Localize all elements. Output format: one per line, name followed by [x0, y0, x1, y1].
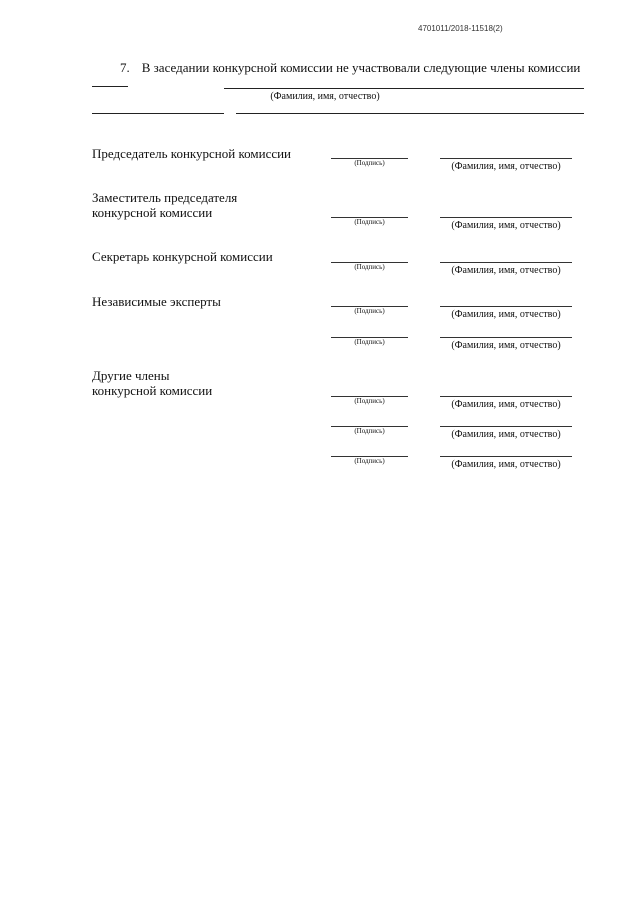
signature-field-other-2: (Подпись)	[331, 426, 408, 435]
item-7-number: 7.	[120, 60, 130, 75]
signature-field-chairman: (Подпись)	[331, 158, 408, 167]
role-chairman: Председатель конкурсной комиссии	[92, 146, 292, 161]
name-field-expert-2: (Фамилия, имя, отчество)	[440, 337, 572, 351]
signature-field-other-1: (Подпись)	[331, 396, 408, 405]
absent-caption: (Фамилия, имя, отчество)	[270, 91, 380, 102]
absent-line-2-right	[236, 113, 584, 114]
name-field-chairman: (Фамилия, имя, отчество)	[440, 158, 572, 172]
item-7-text: В заседании конкурсной комиссии не участвовали следующие члены комиссии	[141, 60, 581, 75]
role-independent-experts: Независимые эксперты	[92, 294, 221, 309]
signature-field-expert-2: (Подпись)	[331, 337, 408, 346]
role-secretary: Секретарь конкурсной комиссии	[92, 249, 273, 264]
item-7	[120, 60, 580, 76]
name-field-deputy: (Фамилия, имя, отчество)	[440, 217, 572, 231]
absent-short-line-left	[92, 86, 128, 87]
role-deputy-chairman: Заместитель председателя конкурсной комиссии	[92, 190, 238, 220]
signature-field-other-3: (Подпись)	[331, 456, 408, 465]
role-other-members: Другие члены конкурсной комиссии	[92, 368, 213, 398]
name-field-secretary: (Фамилия, имя, отчество)	[440, 262, 572, 276]
name-field-other-2: (Фамилия, имя, отчество)	[440, 426, 572, 440]
absent-line-2-left	[92, 113, 224, 114]
signature-field-deputy: (Подпись)	[331, 217, 408, 226]
name-field-expert-1: (Фамилия, имя, отчество)	[440, 306, 572, 320]
signature-field-expert-1: (Подпись)	[331, 306, 408, 315]
document-number: 4701011/2018-11518(2)	[418, 24, 503, 33]
name-field-other-1: (Фамилия, имя, отчество)	[440, 396, 572, 410]
absent-line-1	[224, 88, 584, 89]
name-field-other-3: (Фамилия, имя, отчество)	[440, 456, 572, 470]
signature-field-secretary: (Подпись)	[331, 262, 408, 271]
